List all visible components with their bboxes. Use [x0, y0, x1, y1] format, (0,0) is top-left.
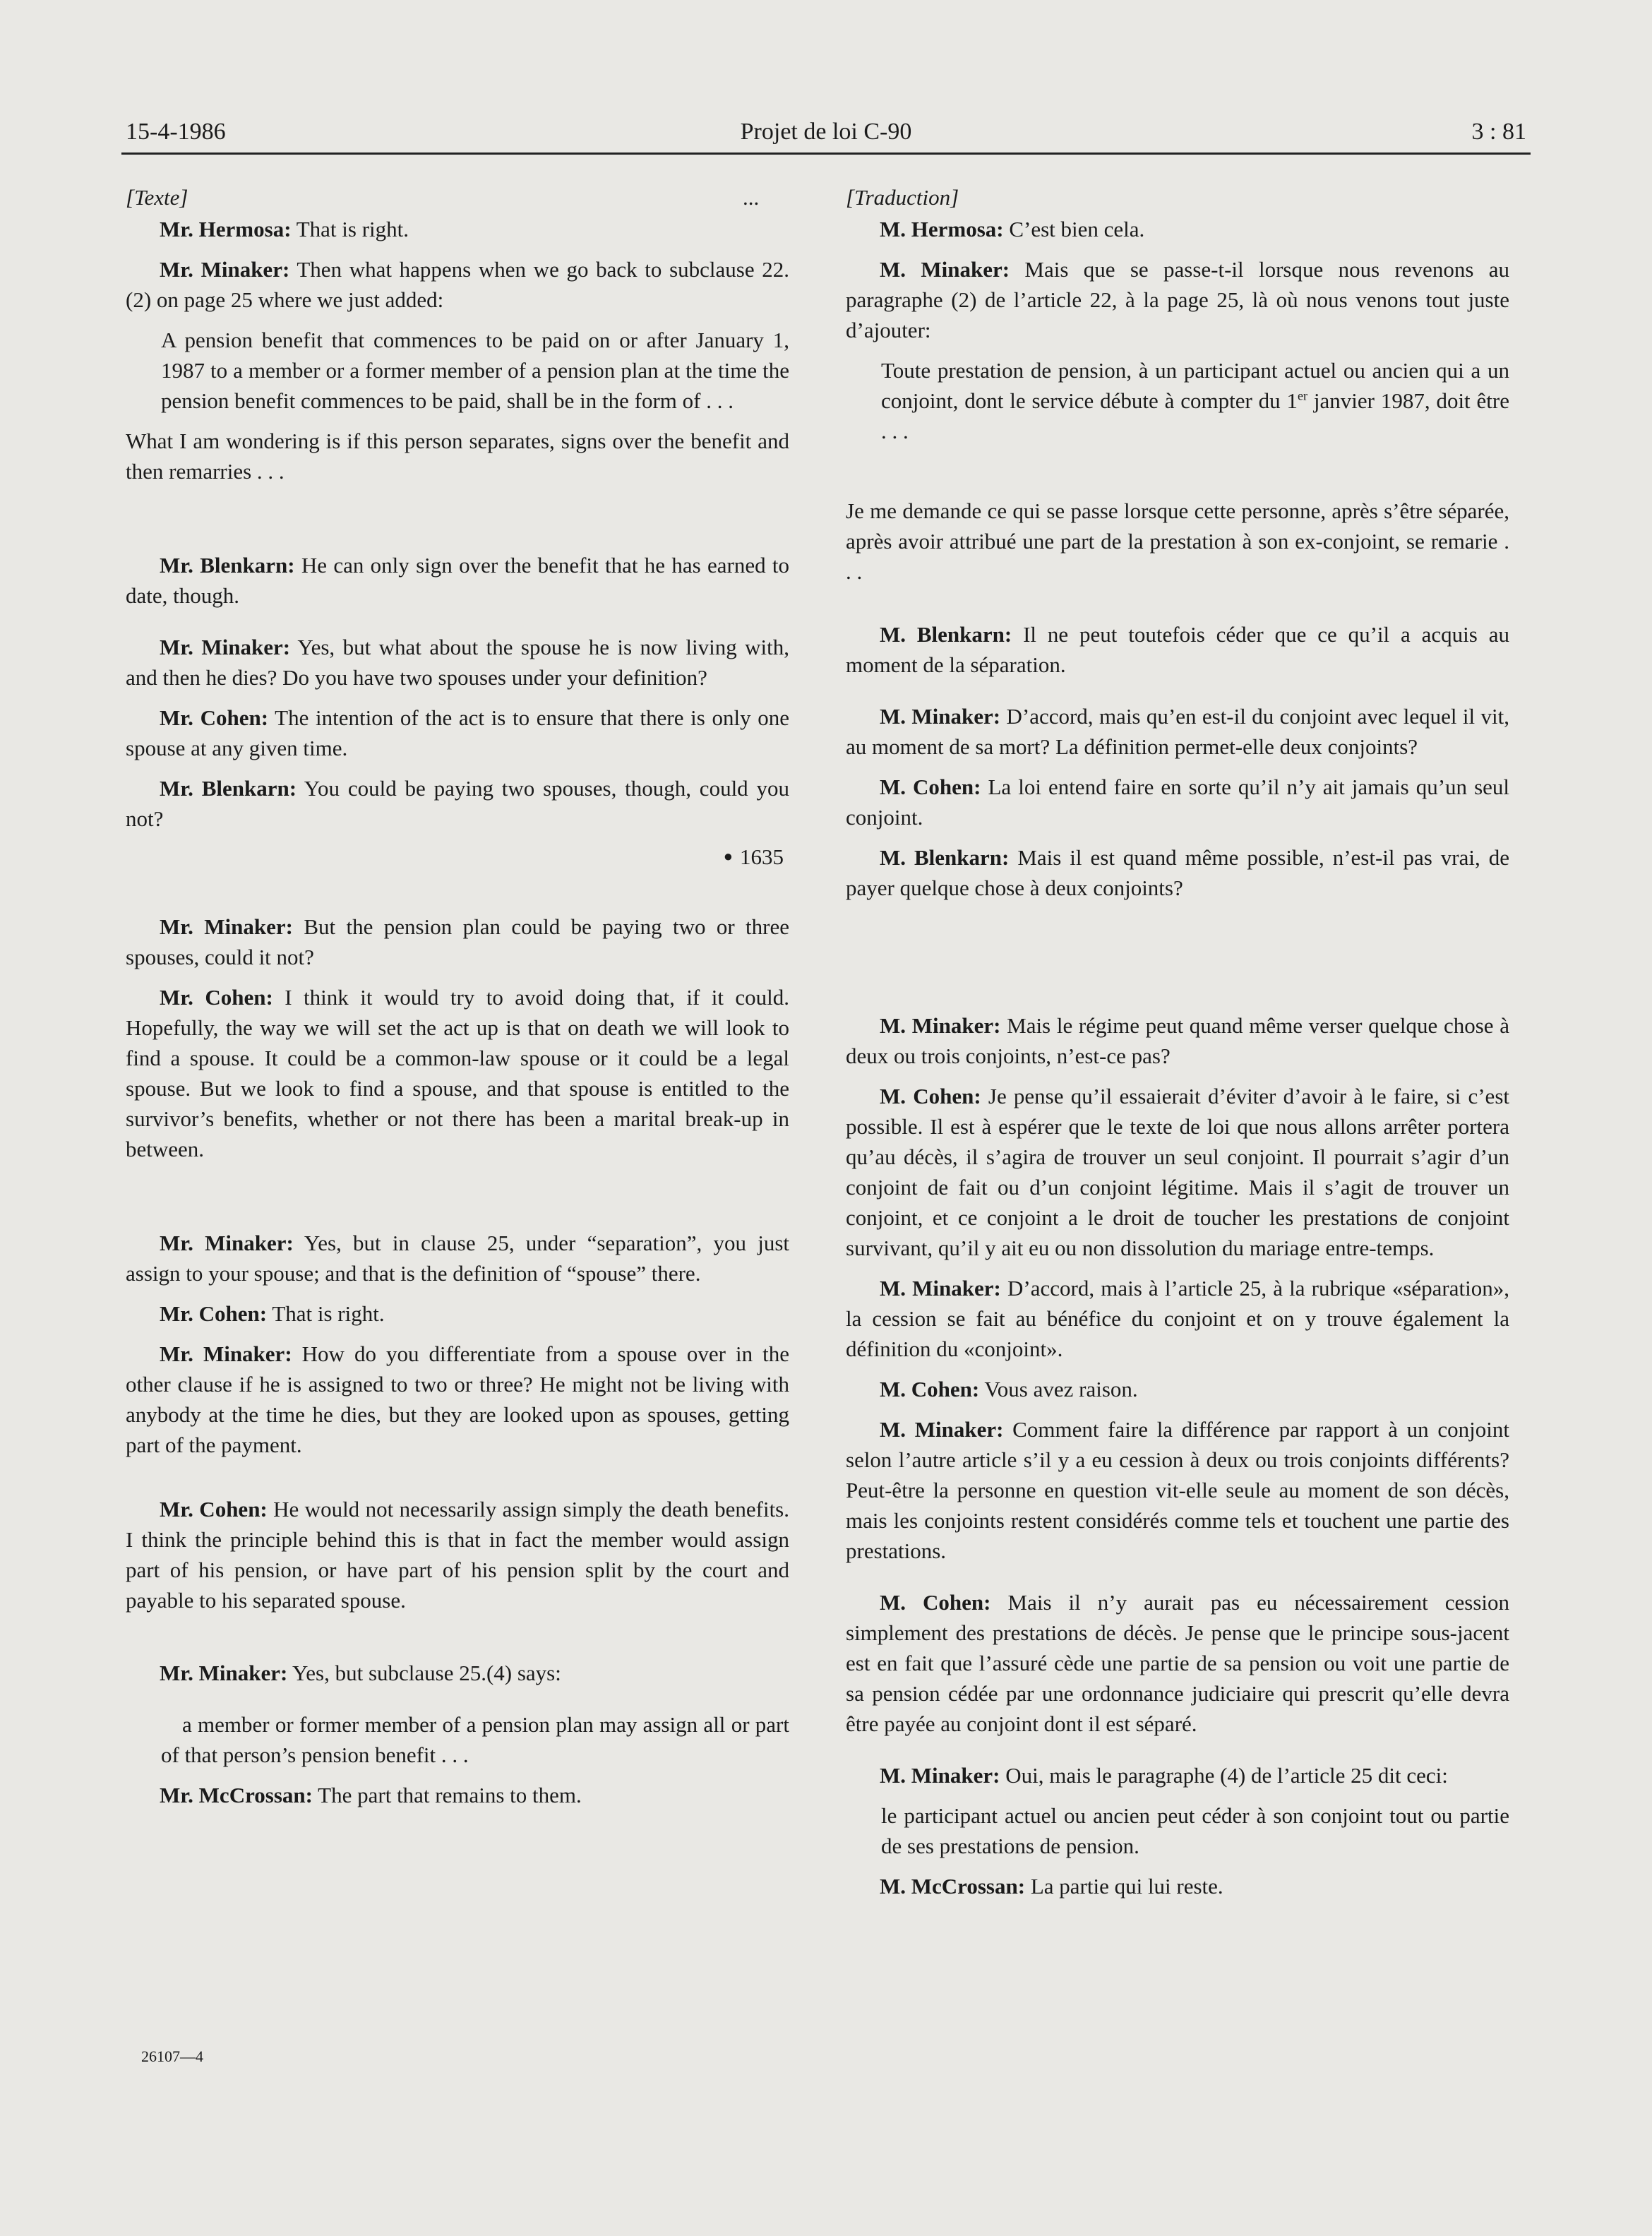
column-mid-mark: ...	[743, 185, 760, 210]
speaker-name: M. Minaker:	[880, 1013, 1001, 1038]
speaker-name: M. Cohen:	[880, 1084, 981, 1108]
speaker-name: Mr. Minaker:	[160, 914, 293, 939]
speaker-name: Mr. Cohen:	[160, 985, 273, 1010]
speech-text: The part that remains to them.	[312, 1783, 582, 1807]
speaker-name: Mr. McCrossan:	[160, 1783, 313, 1807]
speaker-name: Mr. Minaker:	[160, 1231, 294, 1255]
speech-text: He can only sign over the benefit that he has earned to date, though.	[126, 553, 790, 608]
speech-paragraph	[126, 1494, 789, 1615]
time-stamp	[126, 841, 789, 872]
speech-text: Comment faire la différence par rapport à un conjoint selon l’autre article s’il y a eu cession à deux ou trois conjoints différents? Peut-être la personne en question vit-elle seule au moment de son décès, mais les conjoints restent considérés comme tels et touchent une partie des prestations.	[846, 1417, 1509, 1563]
speaker-name: M. Cohen:	[880, 1377, 980, 1401]
speech-text: He would not necessarily assign simply the death benefits. I think the principle behind this is that in fact the member would assign part of his pension, or have part of his pension split by the court and payable to his separated spouse.	[126, 1497, 789, 1613]
speech-paragraph	[846, 254, 1509, 345]
speaker-name: Mr. Cohen:	[160, 1301, 268, 1326]
speaker-name: Mr. Minaker:	[160, 1661, 288, 1685]
header-rule	[121, 153, 1531, 155]
speaker-name: Mr. Minaker:	[160, 635, 291, 659]
speech-paragraph	[846, 842, 1509, 903]
speech-paragraph	[126, 1339, 789, 1460]
quoted-text	[846, 355, 1509, 446]
speech-paragraph	[126, 982, 789, 1164]
speaker-name: Mr. Cohen:	[160, 1497, 268, 1521]
speech-paragraph	[846, 1871, 1509, 1901]
speaker-name: M. Blenkarn:	[880, 845, 1010, 870]
speech-text: Oui, mais le paragraphe (4) de l’article 25 dit ceci:	[1000, 1763, 1448, 1788]
column-label-translation: [Traduction]	[846, 185, 959, 210]
speaker-name: M. Cohen:	[880, 775, 981, 799]
speech-paragraph	[126, 1780, 789, 1810]
speech-text: Je pense qu’il essaierait d’éviter d’avoir à le faire, si c’est possible. Il est à espérer que le texte de loi que nous allons arrêter portera qu’au décès, il s’agira de trouver un seul conjoint. Il pourrait s’agir d’un conjoint de fait ou d’un conjoint légitime. Mais il s’agit de trouver un conjoint, et ce conjoint a le droit de toucher les prestations de conjoint survivant, qu’il y ait eu ou non dissolution du mariage entre-temps.	[846, 1084, 1509, 1260]
header-date: 15-4-1986	[126, 119, 226, 145]
speech-paragraph	[126, 1228, 789, 1289]
speech-paragraph	[846, 772, 1509, 832]
speech-text: La loi entend faire en sorte qu’il n’y ait jamais qu’un seul conjoint.	[846, 775, 1509, 830]
quoted-text: le participant actuel ou ancien peut céder à son conjoint tout ou partie de ses prestations de pension.	[881, 1803, 1509, 1858]
speech-paragraph	[846, 1414, 1509, 1566]
speech-text: Il ne peut toutefois céder que ce qu’il a acquis au moment de la séparation.	[846, 622, 1509, 677]
speech-text: I think it would try to avoid doing that, if it could. Hopefully, the way we will set the act up is that on death we will look to find a spouse. It could be a common-law spouse or it could be a legal spouse. But we look to find a spouse, and that spouse is entitled to the survivor’s benefits, whether or not there has been a marital break-up in between.	[126, 985, 790, 1161]
header-page-number: 3 : 81	[1471, 119, 1526, 145]
speaker-name: M. Hermosa:	[880, 217, 1004, 241]
speaker-name: Mr. Hermosa:	[160, 217, 292, 241]
bullet-icon: ●	[723, 847, 733, 865]
header-title: Projet de loi C-90	[740, 119, 912, 145]
speech-text: Yes, but in clause 25, under “separation”, you just assign to your spouse; and that is the definition of “spouse” there.	[126, 1231, 789, 1286]
speaker-name: Mr. Minaker:	[160, 1341, 292, 1366]
speaker-name: M. Blenkarn:	[880, 622, 1012, 647]
quoted-text: a member or former member of a pension plan may assign all or part of that person’s pension benefit . . .	[161, 1712, 789, 1767]
speech-paragraph	[846, 1010, 1509, 1071]
speaker-name: M. Minaker:	[880, 1417, 1004, 1442]
speech-text: Yes, but what about the spouse he is now living with, and then he dies? Do you have two spouses under your definition?	[126, 635, 789, 690]
speech-paragraph	[126, 632, 789, 693]
speech-paragraph	[846, 1081, 1509, 1263]
speech-paragraph	[126, 911, 789, 972]
speech-text: Mais que se passe-t-il lorsque nous revenons au paragraphe (2) de l’article 22, à la page 25, là où nous venons tout juste d’ajouter:	[846, 257, 1509, 342]
speaker-name: Mr. Minaker:	[160, 257, 290, 282]
speaker-name: Mr. Cohen:	[160, 705, 269, 730]
speech-paragraph	[126, 214, 789, 244]
speaker-name: Mr. Blenkarn:	[160, 776, 297, 801]
speaker-name: M. Minaker:	[880, 1763, 1000, 1788]
speaker-name: M. McCrossan:	[880, 1874, 1026, 1899]
speech-paragraph	[126, 550, 789, 611]
speech-paragraph	[846, 619, 1509, 680]
plain-paragraph: What I am wondering is if this person separates, signs over the benefit and then remarries . . .	[126, 429, 789, 484]
speech-text: Mais il est quand même possible, n’est-il pas vrai, de payer quelque chose à deux conjoints?	[846, 845, 1509, 900]
speech-paragraph	[126, 1658, 789, 1688]
speech-paragraph	[126, 703, 789, 763]
speech-text: That is right.	[291, 217, 409, 241]
speaker-name: M. Minaker:	[880, 257, 1010, 282]
speech-text: That is right.	[267, 1301, 385, 1326]
speech-paragraph	[126, 254, 789, 315]
speech-text: C’est bien cela.	[1003, 217, 1145, 241]
speaker-name: Mr. Blenkarn:	[160, 553, 295, 578]
speech-paragraph	[846, 214, 1509, 244]
speech-text: But the pension plan could be paying two or three spouses, could it not?	[126, 914, 789, 969]
speaker-name: M. Minaker:	[880, 1276, 1001, 1301]
speech-paragraph	[846, 701, 1509, 762]
speech-paragraph	[846, 1273, 1509, 1364]
quote-part-a: Toute prestation de pension, à un participant actuel ou ancien qui a un conjoint, dont le service débute à compter du 1	[881, 358, 1509, 413]
page-header	[126, 119, 1526, 161]
time-text: 1635	[740, 844, 784, 869]
french-column	[846, 182, 1509, 1901]
speech-paragraph	[126, 773, 789, 834]
speech-paragraph	[126, 1298, 789, 1329]
english-column	[126, 182, 789, 1810]
speech-text: La partie qui lui reste.	[1025, 1874, 1223, 1899]
speech-text: D’accord, mais à l’article 25, à la rubrique «séparation», la cession se fait au bénéfice du conjoint et on y trouve également la définition du «conjoint».	[846, 1276, 1509, 1361]
speech-paragraph	[846, 1587, 1509, 1739]
speaker-name: M. Cohen:	[880, 1590, 991, 1615]
quoted-text: A pension benefit that commences to be paid on or after January 1, 1987 to a member or a former member of a pension plan at the time the pension benefit commences to be paid, shall be in the form of . . .	[161, 328, 789, 413]
speech-paragraph	[846, 1374, 1509, 1404]
speech-text: How do you differentiate from a spouse over in the other clause if he is assigned to two or three? He might not be living with anybody at the time he dies, but they are looked upon as spouses, getting part of the payment.	[126, 1341, 789, 1457]
speech-text: Mais il n’y aurait pas eu nécessairement cession simplement des prestations de décès. Je pense que le principe sous-jacent est en fait que l’assuré cède une partie de sa pension ou voit une partie de sa pension cédée par une ordonnance judiciaire qui prescrit qu’elle devra être payée au conjoint dont il est séparé.	[846, 1590, 1509, 1736]
quote-part-b: janvier 1987, doit être . . .	[881, 388, 1509, 443]
column-label-text: [Texte]	[126, 185, 188, 210]
speech-text: Vous avez raison.	[979, 1377, 1138, 1401]
speech-text: The intention of the act is to ensure that there is only one spouse at any given time.	[126, 705, 790, 760]
footer-code: 26107—4	[141, 2047, 203, 2065]
speech-text: D’accord, mais qu’en est-il du conjoint avec lequel il vit, au moment de sa mort? La définition permet-elle deux conjoints?	[846, 704, 1509, 759]
speech-text: You could be paying two spouses, though, could you not?	[126, 776, 789, 831]
speech-text: Yes, but subclause 25.(4) says:	[287, 1661, 561, 1685]
plain-paragraph: Je me demande ce qui se passe lorsque cette personne, après s’être séparée, après avoir attribué une part de la prestation à son ex-conjoint, se remarie . . .	[846, 498, 1509, 584]
quote-superscript: er	[1298, 388, 1308, 403]
speech-paragraph	[846, 1760, 1509, 1790]
speaker-name: M. Minaker:	[880, 704, 1001, 729]
speech-text: Mais le régime peut quand même verser quelque chose à deux ou trois conjoints, n’est-ce pas?	[846, 1013, 1509, 1068]
speech-text: Then what happens when we go back to subclause 22.(2) on page 25 where we just added:	[126, 257, 789, 312]
